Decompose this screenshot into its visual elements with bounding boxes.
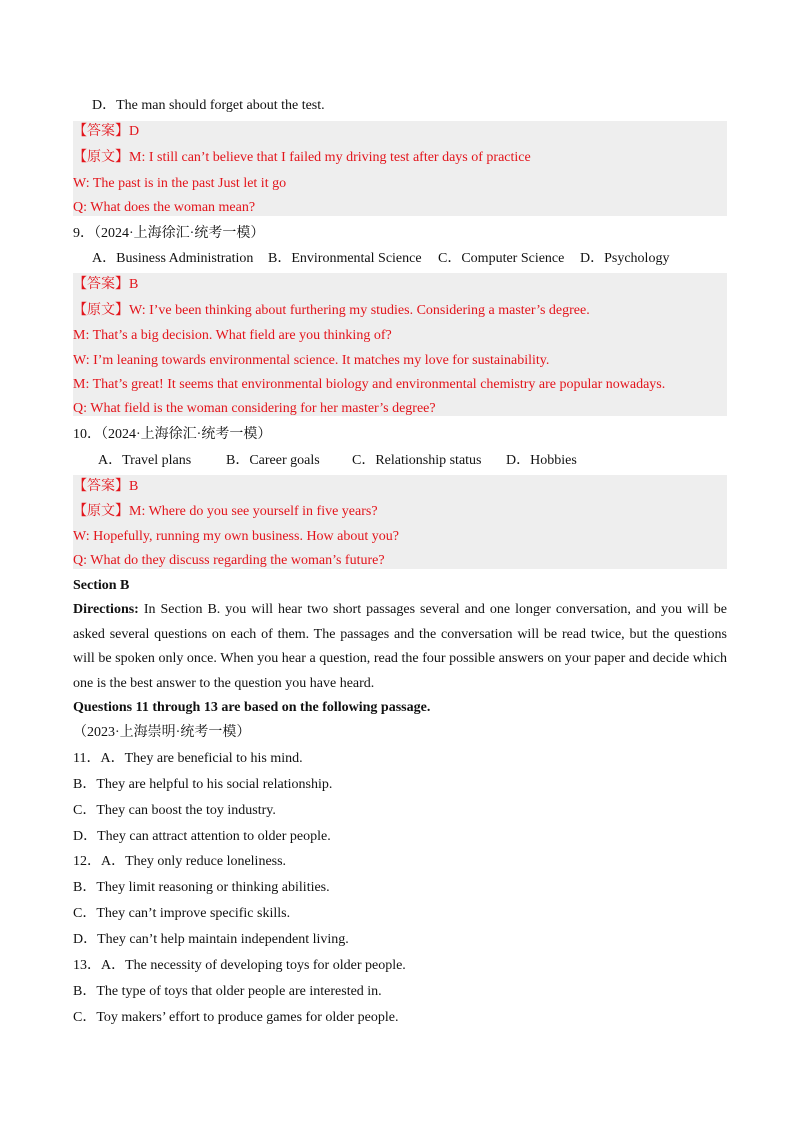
q9-answer-line: [73, 276, 138, 294]
q9-transcript-line-2: M: That’s a big decision. What field are you thinking of?: [73, 328, 392, 343]
q10-option-a: A．Travel plans: [98, 453, 192, 468]
q8-option-d: D．The man should forget about the test.: [92, 98, 325, 113]
q10-transcript-line-3: Q: What do they discuss regarding the woman’s future?: [73, 553, 385, 568]
directions-label: Directions:: [73, 602, 139, 617]
transcript-text: M: Where do you see yourself in five years?: [129, 504, 378, 519]
question-line: 12．A．They only reduce loneliness.: [73, 854, 287, 869]
q10-option-b: B．Career goals: [226, 453, 320, 468]
question-line: D．They can attract attention to older people.: [73, 829, 331, 844]
q9-option-d: D．Psychology: [580, 251, 670, 266]
transcript-text: W: I’ve been thinking about furthering my studies. Considering a master’s degree.: [129, 303, 590, 318]
question-line: B．They limit reasoning or thinking abilities.: [73, 880, 330, 895]
section-b-directions: [73, 598, 727, 696]
q10-option-c: C．Relationship status: [352, 453, 482, 468]
q9-option-c: C．Computer Science: [438, 251, 565, 266]
q8-transcript-line-2: W: The past is in the past Just let it go: [73, 176, 287, 191]
transcript-text: M: I still can’t believe that I failed my driving test after days of practice: [129, 150, 531, 165]
original-tag: 【原文】: [73, 303, 129, 318]
q10-answer-line: [73, 478, 138, 496]
q9-transcript-line-3: W: I’m leaning towards environmental science. It matches my love for sustainability.: [73, 353, 550, 368]
original-tag: 【原文】: [73, 150, 129, 165]
answer-tag: 【答案】: [73, 277, 129, 292]
answer-value: B: [129, 277, 139, 292]
q8-transcript-line-1: [73, 149, 531, 167]
question-line: C．Toy makers’ effort to produce games for older people.: [73, 1010, 399, 1025]
question-line: C．They can boost the toy industry.: [73, 803, 276, 818]
answer-tag: 【答案】: [73, 124, 129, 139]
directions-text: In Section B. you will hear two short passages several and one longer conversation, and you will be asked several questions on each of them. The passages and the conversation will be read twice, but the questions will be spoken only once. When you hear a question, read the four possible answers on your paper and decide which one is the best answer to the question you have heard.: [73, 602, 727, 691]
q8-transcript-line-3: Q: What does the woman mean?: [73, 200, 256, 215]
q10-header: 10．（2024·上海徐汇·统考一模）: [73, 427, 272, 442]
answer-value: D: [129, 124, 140, 139]
original-tag: 【原文】: [73, 504, 129, 519]
q9-header: 9．（2024·上海徐汇·统考一模）: [73, 226, 265, 241]
q9-option-a: A．Business Administration: [92, 251, 254, 266]
q10-transcript-line-1: [73, 503, 378, 521]
q9-transcript-line-1: [73, 302, 590, 320]
question-line: 11．A．They are beneficial to his mind.: [73, 751, 303, 766]
q9-transcript-line-5: Q: What field is the woman considering for her master’s degree?: [73, 401, 436, 416]
q9-option-b: B．Environmental Science: [268, 251, 422, 266]
question-line: D．They can’t help maintain independent living.: [73, 932, 349, 947]
answer-value: B: [129, 479, 139, 494]
q8-answer-line: [73, 123, 139, 141]
question-line: B．They are helpful to his social relationship.: [73, 777, 333, 792]
question-line: B．The type of toys that older people are interested in.: [73, 984, 382, 999]
question-line: C．They can’t improve specific skills.: [73, 906, 291, 921]
q10-transcript-line-2: W: Hopefully, running my own business. How about you?: [73, 529, 399, 544]
question-line: 13．A．The necessity of developing toys for older people.: [73, 958, 406, 973]
q9-transcript-line-4: M: That’s great! It seems that environmental biology and environmental chemistry are popular nowadays.: [73, 377, 666, 392]
passage-source: （2023·上海崇明·统考一模）: [73, 725, 251, 740]
passage-intro: Questions 11 through 13 are based on the following passage.: [73, 700, 431, 715]
answer-tag: 【答案】: [73, 479, 129, 494]
section-b-title: Section B: [73, 578, 130, 593]
q10-option-d: D．Hobbies: [506, 453, 577, 468]
